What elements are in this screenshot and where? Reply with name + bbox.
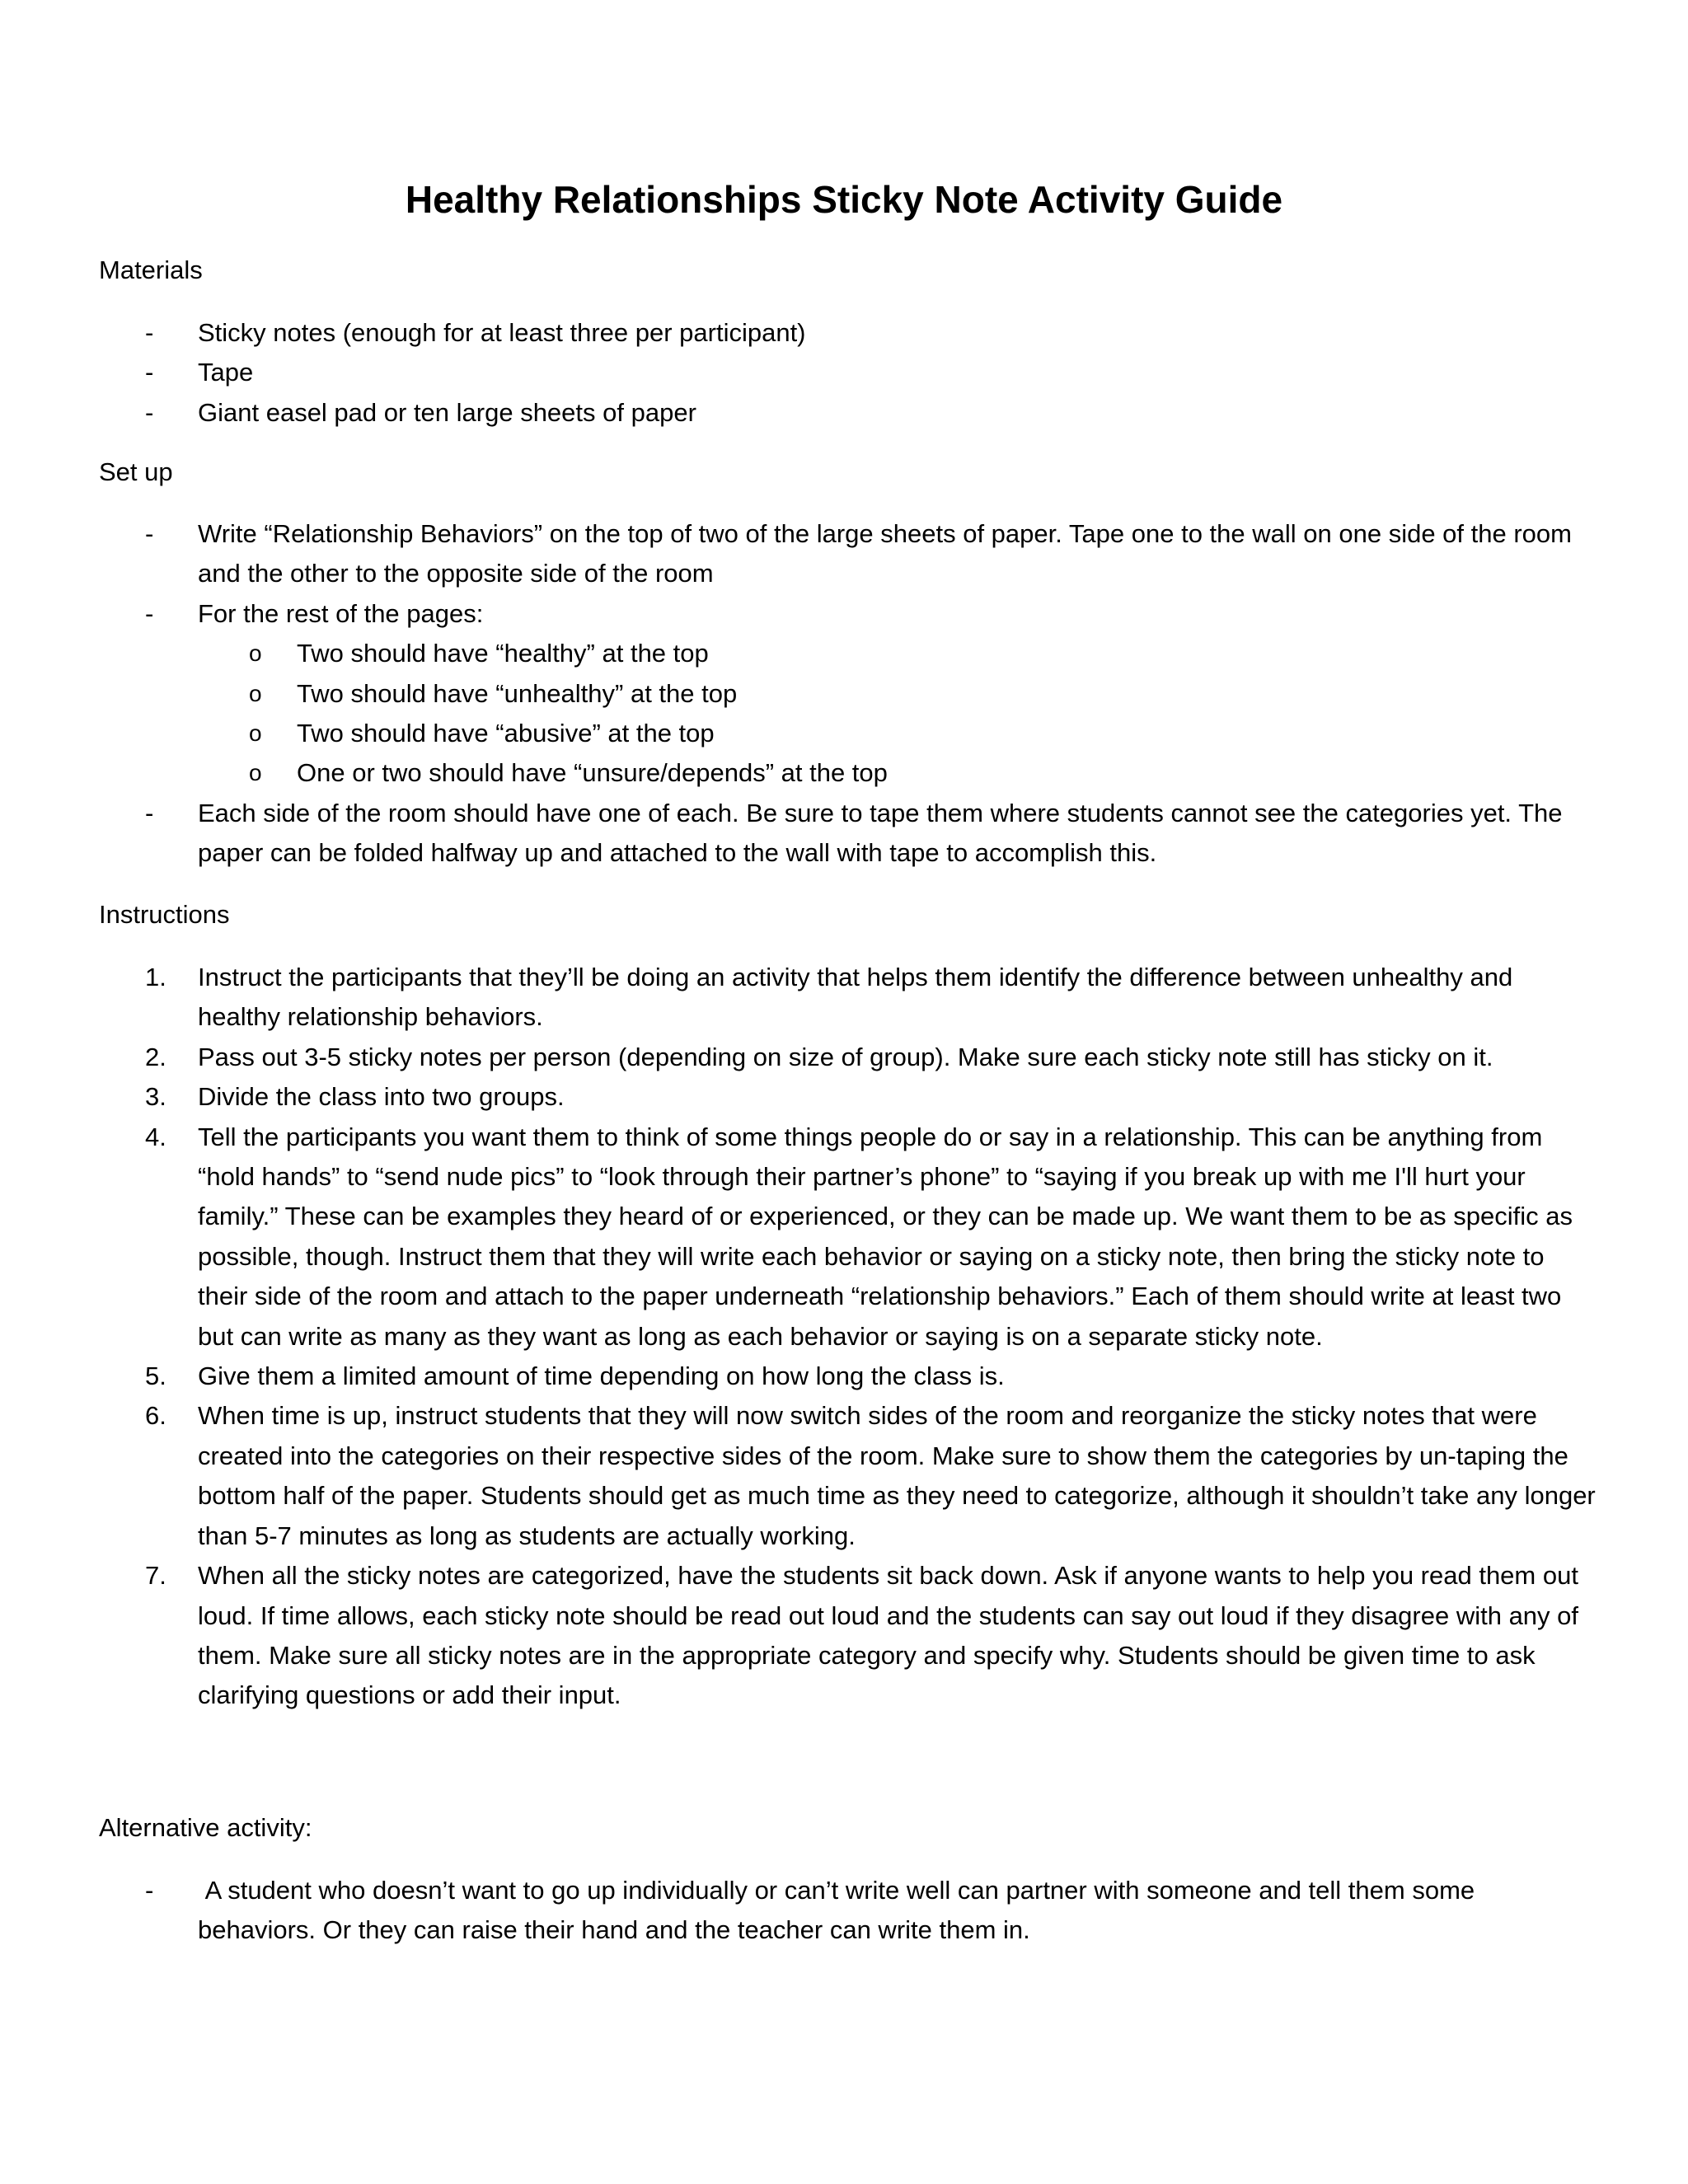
list-item: - Sticky notes (enough for at least three per participant) <box>0 313 1688 353</box>
step-number: 6. <box>145 1401 166 1431</box>
sub-list-item: o One or two should have “unsure/depends” at the top <box>0 753 1688 793</box>
dash-bullet: - <box>145 519 154 548</box>
list-item: - Each side of the room should have one of each. Be sure to tape them where students cannot see the categories yet. The paper can be folded halfway up and attached to the wall with tape to accomplish this. <box>0 794 1688 874</box>
list-item: 1. Instruct the participants that they’ll be doing an activity that helps them identify the difference between unhealthy and healthy relationship behaviors. <box>0 958 1688 1038</box>
step-number: 4. <box>145 1122 166 1151</box>
list-item: 2. Pass out 3-5 sticky notes per person (depending on size of group). Make sure each sticky note still has sticky on it. <box>0 1038 1688 1077</box>
list-item: 3. Divide the class into two groups. <box>0 1077 1688 1117</box>
instructions-list <box>0 958 1688 1716</box>
document-title: Healthy Relationships Sticky Note Activity Guide <box>405 178 1283 221</box>
alternative-heading: Alternative activity: <box>99 1813 312 1842</box>
list-item: 7. When all the sticky notes are categorized, have the students sit back down. Ask if anyone wants to help you read them out loud. If time allows, each sticky note should be read out loud and the students can say out loud if they disagree with any of them. Make sure all sticky notes are in the appropriate category and specify why. Students should be given time to ask clarifying questions or add their input. <box>0 1556 1688 1716</box>
setup-heading: Set up <box>99 457 173 486</box>
circle-bullet: o <box>249 680 262 706</box>
sub-list-item: o Two should have “unhealthy” at the top <box>0 674 1688 714</box>
step-number: 5. <box>145 1361 166 1391</box>
list-item: - A student who doesn’t want to go up individually or can’t write well can partner with someone and tell them some behaviors. Or they can raise their hand and the teacher can write them in. <box>0 1871 1688 1951</box>
step-number: 7. <box>145 1561 166 1591</box>
setup-list <box>0 514 1688 874</box>
list-item: - Giant easel pad or ten large sheets of paper <box>0 393 1688 433</box>
sub-list-item: o Two should have “abusive” at the top <box>0 714 1688 753</box>
instructions-heading: Instructions <box>99 900 230 929</box>
circle-bullet: o <box>249 640 262 667</box>
dash-bullet: - <box>145 397 154 427</box>
list-item: - Write “Relationship Behaviors” on the top of two of the large sheets of paper. Tape one to the wall on one side of the room and the other to the opposite side of the room <box>0 514 1688 594</box>
dash-bullet: - <box>145 358 154 387</box>
list-item: 4. Tell the participants you want them to think of some things people do or say in a relationship. This can be anything from “hold hands” to “send nude pics” to “look through their partner’s phone” to “saying if you break up with me I'll hurt your family.” These can be examples they heard of or experienced, or they can be made up. We want them to be as specific as possible, though. Instruct them that they will write each behavior or saying on a sticky note, then bring the sticky note to their side of the room and attach to the paper underneath “relationship behaviors.” Each of them should write at least two but can write as many as they want as long as each behavior or saying is on a separate sticky note. <box>0 1118 1688 1357</box>
step-number: 1. <box>145 963 166 991</box>
list-item: - For the rest of the pages: <box>0 594 1688 634</box>
list-item: 5. Give them a limited amount of time depending on how long the class is. <box>0 1357 1688 1396</box>
dash-bullet: - <box>145 598 154 628</box>
materials-list <box>0 313 1688 433</box>
step-number: 2. <box>145 1042 166 1071</box>
circle-bullet: o <box>249 760 262 786</box>
dash-bullet: - <box>145 798 154 827</box>
alternative-list <box>0 1871 1688 1951</box>
list-item: - Tape <box>0 353 1688 392</box>
dash-bullet: - <box>145 1876 154 1905</box>
circle-bullet: o <box>249 720 262 747</box>
sub-list-item: o Two should have “healthy” at the top <box>0 634 1688 673</box>
list-item: 6. When time is up, instruct students that they will now switch sides of the room and reorganize the sticky notes that were created into the categories on their respective sides of the room. Make sure to show them the categories by un-taping the bottom half of the paper. Students should get as much time as they need to categorize, although it shouldn’t take any longer than 5-7 minutes as long as students are actually working. <box>0 1396 1688 1556</box>
step-number: 3. <box>145 1082 166 1112</box>
materials-heading: Materials <box>99 255 203 284</box>
dash-bullet: - <box>145 318 154 347</box>
